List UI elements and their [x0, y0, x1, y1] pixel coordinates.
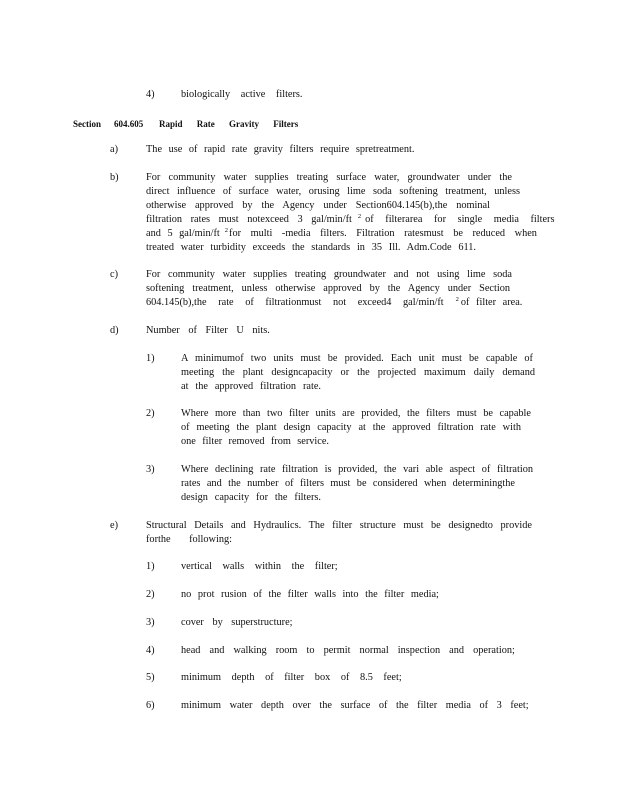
item-b-line-4: filtration rates must notexceed 3 gal/min/ft $^2$ of filterarea for single media filters	[146, 213, 555, 225]
item-e-2-text: no prot rusion of the filter walls into the filter media;	[181, 589, 439, 600]
item-e-line-2: forthe following:	[146, 534, 232, 545]
section-number: 604.605	[114, 119, 144, 129]
item-e-4-text: head and walking room to permit normal inspection and operation;	[181, 645, 515, 656]
item-e-4-marker: 4)	[146, 645, 155, 656]
list-item-text: biologically active filters.	[181, 89, 303, 100]
item-d-3-marker: 3)	[146, 464, 155, 475]
item-d-text: Number of Filter U nits.	[146, 325, 270, 336]
section-label: Section	[73, 119, 101, 129]
item-e-3-marker: 3)	[146, 617, 155, 628]
item-d-1-line-1: A minimumof two units must be provided. Each unit must be capable of	[181, 353, 533, 364]
item-c-line-2: softening treatment, unless otherwise approved by the Agency under Section	[146, 283, 510, 294]
item-d-3-line-3: design capacity for the filters.	[181, 492, 321, 503]
item-d-2-marker: 2)	[146, 408, 155, 419]
item-b-line-5: and 5 gal/min/ft $^2$for multi -media filters. Filtration ratesmust be reduced when	[146, 227, 537, 239]
item-e-5-marker: 5)	[146, 672, 155, 683]
item-e-1-marker: 1)	[146, 561, 155, 572]
list-marker: 4)	[146, 89, 155, 100]
item-e-5-text: minimum depth of filter box of 8.5 feet;	[181, 672, 402, 683]
item-e-marker: e)	[110, 520, 118, 531]
item-e-2-marker: 2)	[146, 589, 155, 600]
item-c-line-1: For community water supplies treating groundwater and not using lime soda	[146, 269, 512, 280]
item-d-2-line-2: of meeting the plant design capacity at the approved filtration rate with	[181, 422, 521, 433]
item-e-6-marker: 6)	[146, 700, 155, 711]
item-b-line-2: direct influence of surface water, orusing lime soda softening treatment, unless	[146, 186, 520, 197]
item-d-2-line-1: Where more than two filter units are provided, the filters must be capable	[181, 408, 531, 419]
item-b-line-3: otherwise approved by the Agency under Section604.145(b),the nominal	[146, 200, 490, 211]
item-d-1-line-3: at the approved filtration rate.	[181, 381, 321, 392]
item-d-3-line-2: rates and the number of filters must be considered when determiningthe	[181, 478, 515, 489]
item-c-marker: c)	[110, 269, 118, 280]
item-e-3-text: cover by superstructure;	[181, 617, 293, 628]
item-e-1-text: vertical walls within the filter;	[181, 561, 338, 572]
item-d-2-line-3: one filter removed from service.	[181, 436, 329, 447]
section-title: Rapid Rate Gravity Filters	[159, 119, 299, 129]
item-b-line-6: treated water turbidity exceeds the standards in 35 Ill. Adm.Code 611.	[146, 242, 476, 253]
item-e-line-1: Structural Details and Hydraulics. The filter structure must be designedto provide	[146, 520, 532, 531]
item-b-line-1: For community water supplies treating surface water, groundwater under the	[146, 172, 512, 183]
item-a-marker: a)	[110, 144, 118, 155]
item-d-marker: d)	[110, 325, 119, 336]
item-e-6-text: minimum water depth over the surface of the filter media of 3 feet;	[181, 700, 529, 711]
item-b-marker: b)	[110, 172, 119, 183]
item-c-line-3: 604.145(b),the rate of filtrationmust not exceed4 gal/min/ft $^2$ of filter area.	[146, 296, 523, 308]
item-a-text: The use of rapid rate gravity filters require spretreatment.	[146, 144, 415, 155]
item-d-3-line-1: Where declining rate filtration is provided, the vari able aspect of filtration	[181, 464, 533, 475]
item-d-1-line-2: meeting the plant designcapacity or the projected maximum daily demand	[181, 367, 535, 378]
item-d-1-marker: 1)	[146, 353, 155, 364]
